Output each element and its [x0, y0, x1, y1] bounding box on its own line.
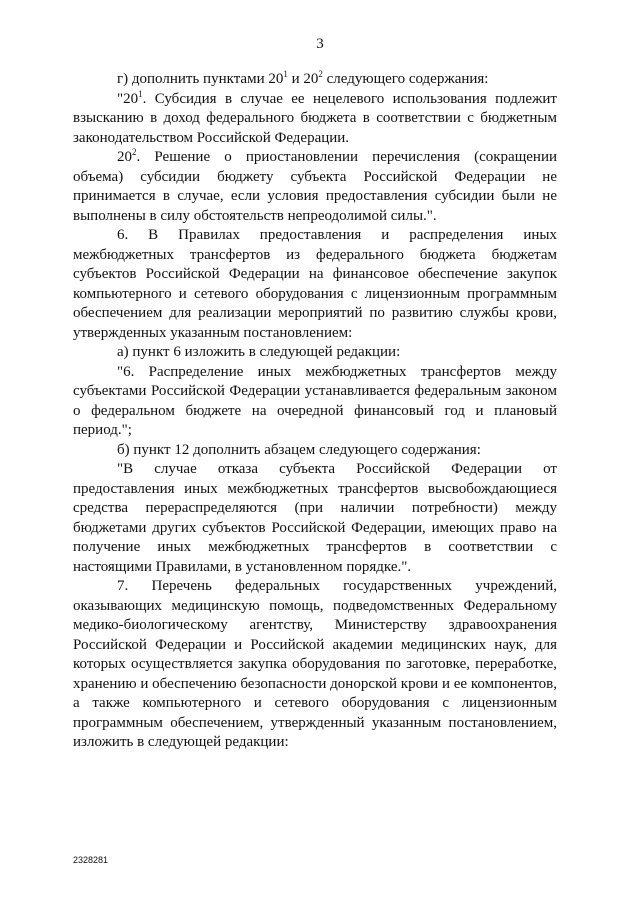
- superscript: 1: [283, 69, 288, 79]
- document-body: [73, 70, 557, 753]
- paragraph-subitem-b: б) пункт 12 дополнить абзацем следующего содержания:: [117, 441, 481, 458]
- paragraph-quote-6: "6. Распределение иных межбюджетных трансфертов между субъектами Российской Федерации устанавливается федеральным законом о федеральном бюджете на очередной финансовый год и плановый период.";: [73, 363, 557, 438]
- paragraph-20-1: [73, 90, 557, 149]
- page-number: 3: [316, 36, 324, 52]
- paragraph-text: "20: [117, 90, 139, 107]
- paragraph-text: г) дополнить пунктами 20: [117, 71, 284, 87]
- paragraph-subitem-a: а) пункт 6 изложить в следующей редакции:: [117, 344, 401, 360]
- paragraph-quote-refusal: "В случае отказа субъекта Российской Федерации от предоставления иных межбюджетных трансфертов высвобождающиеся средства перераспределяются (при наличии потребности) между бюджетами других субъектов Российской Федерации, имеющих право на получение иных межбюджетных трансфертов в соответствии с настоящими Правилами, в установленном порядке.".: [73, 461, 557, 575]
- superscript: 1: [138, 88, 143, 99]
- paragraph-item-6: 6. В Правилах предоставления и распределения иных межбюджетных трансфертов из федерального бюджета бюджетам субъектов Российской Федерации на финансовое обеспечение закупок компьютерного и сетевого оборудования с лицензионным программным обеспечением для реализации мероприятий по развитию службы крови, утвержденных указанным постановлением:: [73, 227, 557, 341]
- document-id: 2328281: [73, 855, 109, 865]
- superscript: 2: [132, 147, 137, 157]
- superscript: 2: [318, 69, 323, 79]
- paragraph-text: 20: [117, 149, 132, 165]
- paragraph-text: . Субсидия в случае ее нецелевого использования подлежит взысканию в доход федерального бюджета в соответствии с бюджетным законодательством Российской Федерации.: [73, 90, 557, 146]
- paragraph-20-2: [73, 148, 557, 226]
- paragraph-text: и 20: [287, 71, 319, 87]
- paragraph-text: . Решение о приостановлении перечисления (сокращении объема) субсидии бюджету субъекта Российской Федерации не принимается в случае, если условия предоставления субсидии были не выполнены в силу обстоятельств непреодолимой силы.".: [73, 149, 557, 224]
- paragraph-item-g: [73, 70, 557, 90]
- paragraph-item-7: 7. Перечень федеральных государственных учреждений, оказывающих медицинскую помощь, подведомственных Федеральному медико-биологическому агентству, Министерству здравоохранения Российской Федерации и Российской академии медицинских наук, для которых осуществляется закупка оборудования по заготовке, переработке, хранению и обеспечению безопасности донорской крови и ее компонентов, а также компьютерного и сетевого оборудования с лицензионным программным обеспечением, утвержденный указанным постановлением, изложить в следующей редакции:: [73, 578, 557, 750]
- paragraph-text: следующего содержания:: [322, 71, 489, 87]
